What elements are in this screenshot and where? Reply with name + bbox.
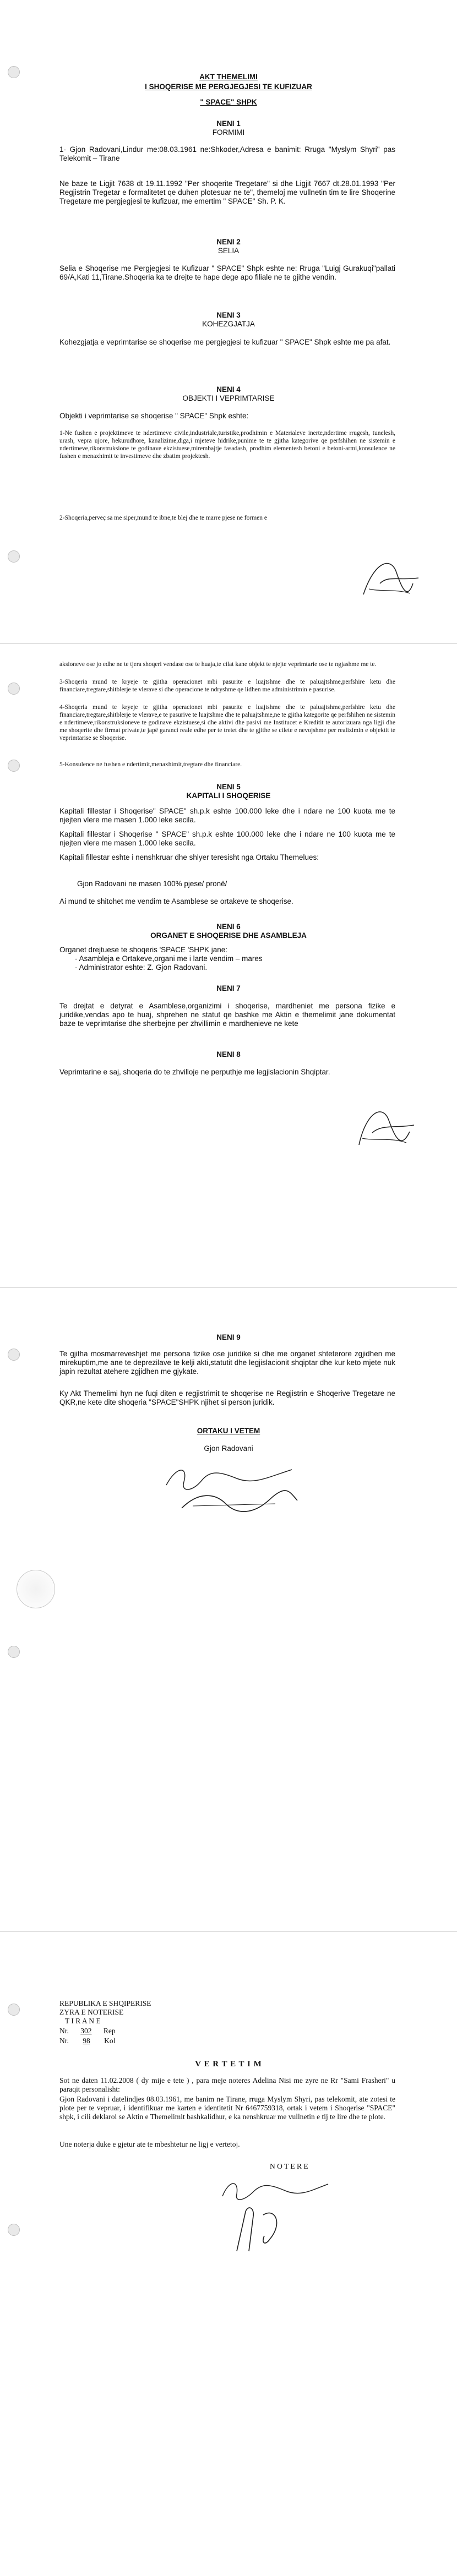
header-city: T I R A N E (65, 2017, 101, 2025)
article-heading: NENI 3 (216, 311, 241, 319)
punch-hole (8, 760, 20, 772)
kapitali-text-3: Kapitali fillestar eshte i nenshkruar dhe shlyer teresisht nga Ortaku Themelues: (59, 853, 319, 861)
register-label: Nr. (59, 2037, 69, 2045)
kohezgjatja-text: Kohezgjatja e veprimtarise se shoqerise me pergjegjesi te kufizuar " SPACE" Shpk eshte me pa afat. (59, 338, 391, 346)
sole-partner-name: Gjon Radovani (204, 1444, 253, 1453)
punch-hole (8, 550, 20, 563)
objekti-intro: Objekti i veprimtarise se shoqerise " SPACE" Shpk eshte: (59, 412, 249, 420)
notary-signature (215, 2169, 336, 2257)
notary-label: N O T E R E (270, 2162, 308, 2170)
neni7-text: Te drejtat e detyrat e Asamblese,organizimi i shoqerise, mardheniet me persona fizike e juridike,vendas apo te huaj, shprehen ne statut qe bashke me Aktin e themelimit jane dokumentat baze te veprimtarise dhe sherbejne per zhvillimin e mardhenieve ne kete (59, 1002, 395, 1028)
page-title: AKT THEMELIMI (199, 73, 258, 81)
certificate-body-1: Sot ne daten 11.02.2008 ( dy mije e tete ) , para meje noteres Adelina Nisi me zyre ne Rr "Sami Frasheri" u paraqit personalisht: (59, 2076, 395, 2093)
article-subheading: ORGANET E SHOQERISE DHE ASAMBLEJA (150, 931, 307, 940)
formimi-text: 1- Gjon Radovani,Lindur me:08.03.1961 ne:Shkoder,Adresa e banimit: Rruga "Myslym Shyri" pas Telekomit – Tirane (59, 145, 395, 162)
certificate-body-2: Gjon Radovani i datelindjes 08.03.1961, me banim ne Tirane, rruga Myslym Shyri, pas telekomit, ate zotesi te plote per te vepruar, i identifikuar me karten e identitetit Nr 6467759318, ortak i vetem i Shoqerise "SPACE" shpk, i cili deklaroi se Aktin e Themelimit bashkalidhur, e ka nenshkruar me vullnetin e tij te lire dhe te plote. (59, 2095, 395, 2121)
article-heading: NENI 7 (216, 984, 241, 992)
article-heading: NENI 6 (216, 923, 241, 931)
neni9-text-1: Te gjitha mosmarreveshjet me persona fizike ose juridike si dhe me organet shteterore zgjidhen me mirekuptim,me ane te deprezilave te kelji akti,statutit dhe legjislacionit shqiptar dhe kur keto mjete nuk japin rezultat atehere zgjidhen me gjykate. (59, 1350, 395, 1376)
header-notary-office: ZYRA E NOTERISE (59, 2008, 124, 2016)
article-heading: NENI 5 (216, 783, 241, 791)
legal-basis-text: Ne baze te Ligjit 7638 dt 19.11.1992 "Per shoqerite Tregetare" si dhe Ligjit 7667 dt.28.01.1993 "Per Regjistrin Tregetar e formalitetet qe duhen plotesuar ne te", themeloj me vullnetin tim te lire Shoqerine Tregetare me pergjegjesi te kufizuar, me emertim " SPACE" Sh. P. K. (59, 179, 395, 205)
article-heading: NENI 2 (216, 238, 241, 246)
neni9-text-2: Ky Akt Themelimi hyn ne fuqi diten e regjistrimit te shoqerise ne Regjistrin e Shoqerive Tregetare ne QKR,ne kete dite shoqeria "SPACE"SHPK njihet si person juridik. (59, 1389, 395, 1406)
article-subheading: SELIA (217, 247, 240, 255)
article-heading: NENI 9 (216, 1333, 241, 1341)
sole-partner-heading: ORTAKU I VETEM (197, 1427, 260, 1435)
kapitali-owner: Gjon Radovani ne masen 100% pjese/ pronë/ (77, 880, 227, 888)
register-value: 302 (80, 2027, 92, 2035)
signature-initials (352, 1095, 418, 1156)
punch-hole (8, 1349, 20, 1361)
article-heading: NENI 4 (216, 385, 241, 394)
objekti-continued: aksioneve ose jo edhe ne te tjera shoqeri vendase ose te huaja,te cilat kane objekt te njejte veprimtarie ose te ngjashme me te. (59, 661, 377, 668)
neni8-text: Veprimtarine e saj, shoqeria do te zhvilloje ne perputhje me legjislacionin Shqiptar. (59, 1068, 330, 1076)
article-subheading: KOHEZGJATJA (202, 320, 255, 328)
page-subtitle: I SHOQERISE ME PERGJEGJESI TE KUFIZUAR (145, 83, 312, 91)
certificate-body-3: Une noterja duke e gjetur ate te mbeshtetur ne ligj e vertetoj. (59, 2140, 240, 2148)
article-subheading: KAPITALI I SHOQERISE (186, 792, 271, 800)
punch-hole (8, 683, 20, 695)
certificate-title: V E R T E T I M (195, 2060, 262, 2069)
register-number-rep (59, 2027, 170, 2035)
punch-hole (8, 1646, 20, 1658)
objekti-item-3: 3-Shoqeria mund te kryeje te gjitha operacionet mbi pasurite e luajtshme dhe te paluajtshme,perfshire ketu dhe financiare,tregtare,shitblerje te vlerave si dhe operacione te ndryshme qe lidhen me administrimin e pasurise. (59, 679, 395, 693)
punch-hole (8, 2224, 20, 2236)
objekti-item-4: 4-Shoqeria mund te kryeje te gjitha operacionet mbi pasurite e luajtshme dhe te paluajtshme,perfshire ketu dhe financiare,tregtare,shitblerje te vlerave,e te pasurive te luajtshme dhe te paluajtshme,ne te gjitha kategorite qe perfshihen ne sistemin e ndertimeve,rikonstruksioneve te godinave ekzistuese,si dhe aktivi dhe pasivi me Institucet e Kreditit te autorizuara nga ligji dhe me shoqerite dhe firmat private,te japë garanci reale edhe per te tretet dhe te gjithe se cilete e nevojshme per realizimin e objektit te veprimtarise se Shoqerise. (59, 704, 395, 741)
company-name: " SPACE" SHPK (200, 98, 257, 106)
article-heading: NENI 1 (216, 119, 241, 128)
organet-intro: Organet drejtuese te shoqeris 'SPACE 'SHPK jane: (59, 946, 228, 954)
kapitali-note: Ai mund te shitohet me vendim te Asamblese se ortakeve te shoqerise. (59, 897, 293, 905)
objekti-item-1: 1-Ne fushen e projektimeve te ndertimeve civile,industriale,turistike,prodhimin e Materialeve inerte,ndertime rrugesh, tunelesh, urash, vepra ujore, hekurudhore, kanalizime,diga,i mjeteve hidrike,punime te te gjitha kategorive qe perfshihen ne sistemin e ndertimeve,rikonstruksione te godinave ekzistuese,mirembajtje fasadash, prodhim elementesh betoni e betoni-armi,konsulence ne fushen e menaxhimit te investimeve dhe zbatim projektesh. (59, 430, 395, 460)
selia-text: Selia e Shoqerise me Pergjegjesi te Kufizuar " SPACE" Shpk eshte ne: Rruga "Luigj Gurakuqi"pallati 69/A,Kati 11,Tirane.Shoqeria ka te drejte te hape dege apo filiale ne te gjithe vendin. (59, 264, 395, 281)
document-page-3 (0, 1288, 457, 1932)
signature-gjon-radovani (160, 1453, 303, 1525)
signature-initials (358, 550, 424, 605)
register-value: 98 (83, 2037, 90, 2045)
organet-item-1: - Asambleja e Ortakeve,organi me i larte vendim – mares (75, 954, 263, 963)
punch-hole (8, 2004, 20, 2016)
organet-item-2: - Administrator eshte: Z. Gjon Radovani. (75, 963, 208, 972)
article-heading: NENI 8 (216, 1050, 241, 1058)
document-page-1 (0, 0, 457, 644)
register-suffix: Kol (104, 2037, 116, 2045)
register-number-kol (59, 2037, 170, 2045)
kapitali-text-1: Kapitali fillestar i Shoqerise" SPACE" sh.p.k eshte 100.000 leke dhe i ndare ne 100 kuota me te njejten vlere me masen 1.000 leke secila. (59, 807, 395, 824)
article-subheading: OBJEKTI I VEPRIMTARISE (182, 394, 275, 402)
register-suffix: Rep (103, 2027, 116, 2035)
kapitali-text-2: Kapitali fillestar i Shoqerise " SPACE" sh.p.k eshte 100.000 leke dhe i ndare ne 100 kuota me te njejten vlere me masen 1.000 leke secila. (59, 830, 395, 847)
faded-stamp (17, 1570, 55, 1608)
header-republic: REPUBLIKA E SHQIPERISE (59, 1999, 151, 2007)
document-page-4 (0, 1932, 457, 2576)
register-label: Nr. (59, 2027, 69, 2035)
objekti-item-2: 2-Shoqeria,perveç sa me siper,mund te ibne,te blej dhe te marre pjese ne formen e (59, 515, 267, 521)
document-page-2 (0, 644, 457, 1288)
article-subheading: FORMIMI (212, 128, 245, 137)
objekti-item-5: 5-Konsulence ne fushen e ndertimit,menaxhimit,tregtare dhe financiare. (59, 761, 242, 768)
